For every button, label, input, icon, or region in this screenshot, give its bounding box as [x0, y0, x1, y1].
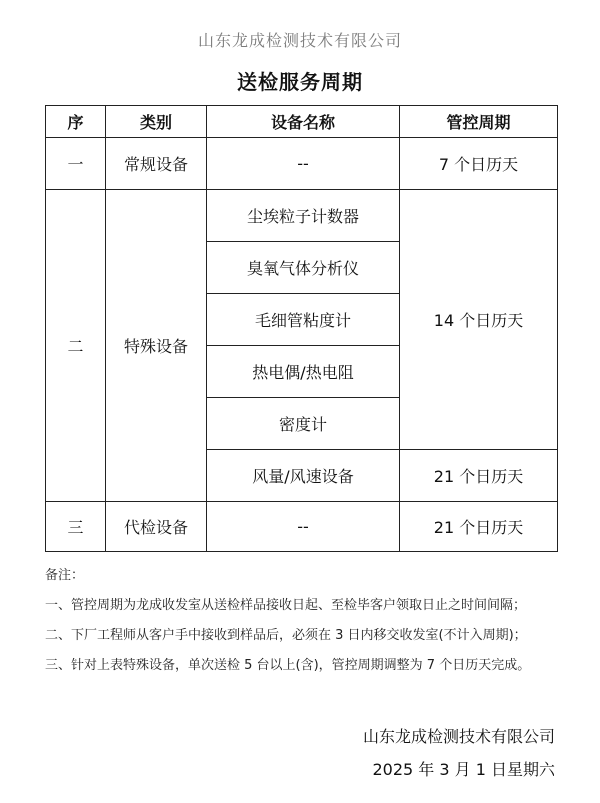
row-device: 热电偶/热电阻 [207, 346, 400, 398]
header-company-name: 山东龙成检测技术有限公司 [197, 31, 402, 50]
header-control-period: 管控周期 [400, 106, 558, 138]
notes-label: 备注： [45, 568, 85, 583]
signature-date: 2025 年 3 月 1 日星期六 [372, 760, 555, 779]
table-row [46, 190, 558, 242]
table-row [46, 502, 558, 552]
row-category: 特殊设备 [106, 190, 207, 502]
row-period: 7 个日历天 [400, 138, 558, 190]
row-device: 尘埃粒子计数器 [207, 190, 400, 242]
row-index: 三 [46, 502, 106, 552]
row-device: -- [207, 138, 400, 190]
row-device: 密度计 [207, 398, 400, 450]
row-period: 14 个日历天 [400, 190, 558, 450]
row-device: 风量/风速设备 [207, 450, 400, 502]
service-period-table [45, 105, 558, 552]
row-period: 21 个日历天 [400, 450, 558, 502]
header-device-name: 设备名称 [207, 106, 400, 138]
signature-company: 山东龙成检测技术有限公司 [362, 727, 555, 746]
row-device: -- [207, 502, 400, 552]
document-title: 送检服务周期 [237, 70, 363, 94]
note-item: 一、管控周期为龙成收发室从送检样品接收日起、至检毕客户领取日止之时间间隔； [45, 598, 527, 613]
note-item: 二、下厂工程师从客户手中接收到样品后，必须在 3 日内移交收发室(不计入周期)； [45, 628, 527, 643]
notes-section [45, 568, 565, 688]
note-item: 三、针对上表特殊设备，单次送检 5 台以上(含)，管控周期调整为 7 个日历天完成。 [45, 658, 531, 673]
header-index: 序 [46, 106, 106, 138]
row-category: 常规设备 [106, 138, 207, 190]
row-period: 21 个日历天 [400, 502, 558, 552]
row-device: 臭氧气体分析仪 [207, 242, 400, 294]
table-row [46, 138, 558, 190]
row-category: 代检设备 [106, 502, 207, 552]
row-device: 毛细管粘度计 [207, 294, 400, 346]
row-index: 二 [46, 190, 106, 502]
table-header-row [46, 106, 558, 138]
row-index: 一 [46, 138, 106, 190]
header-category: 类别 [106, 106, 207, 138]
